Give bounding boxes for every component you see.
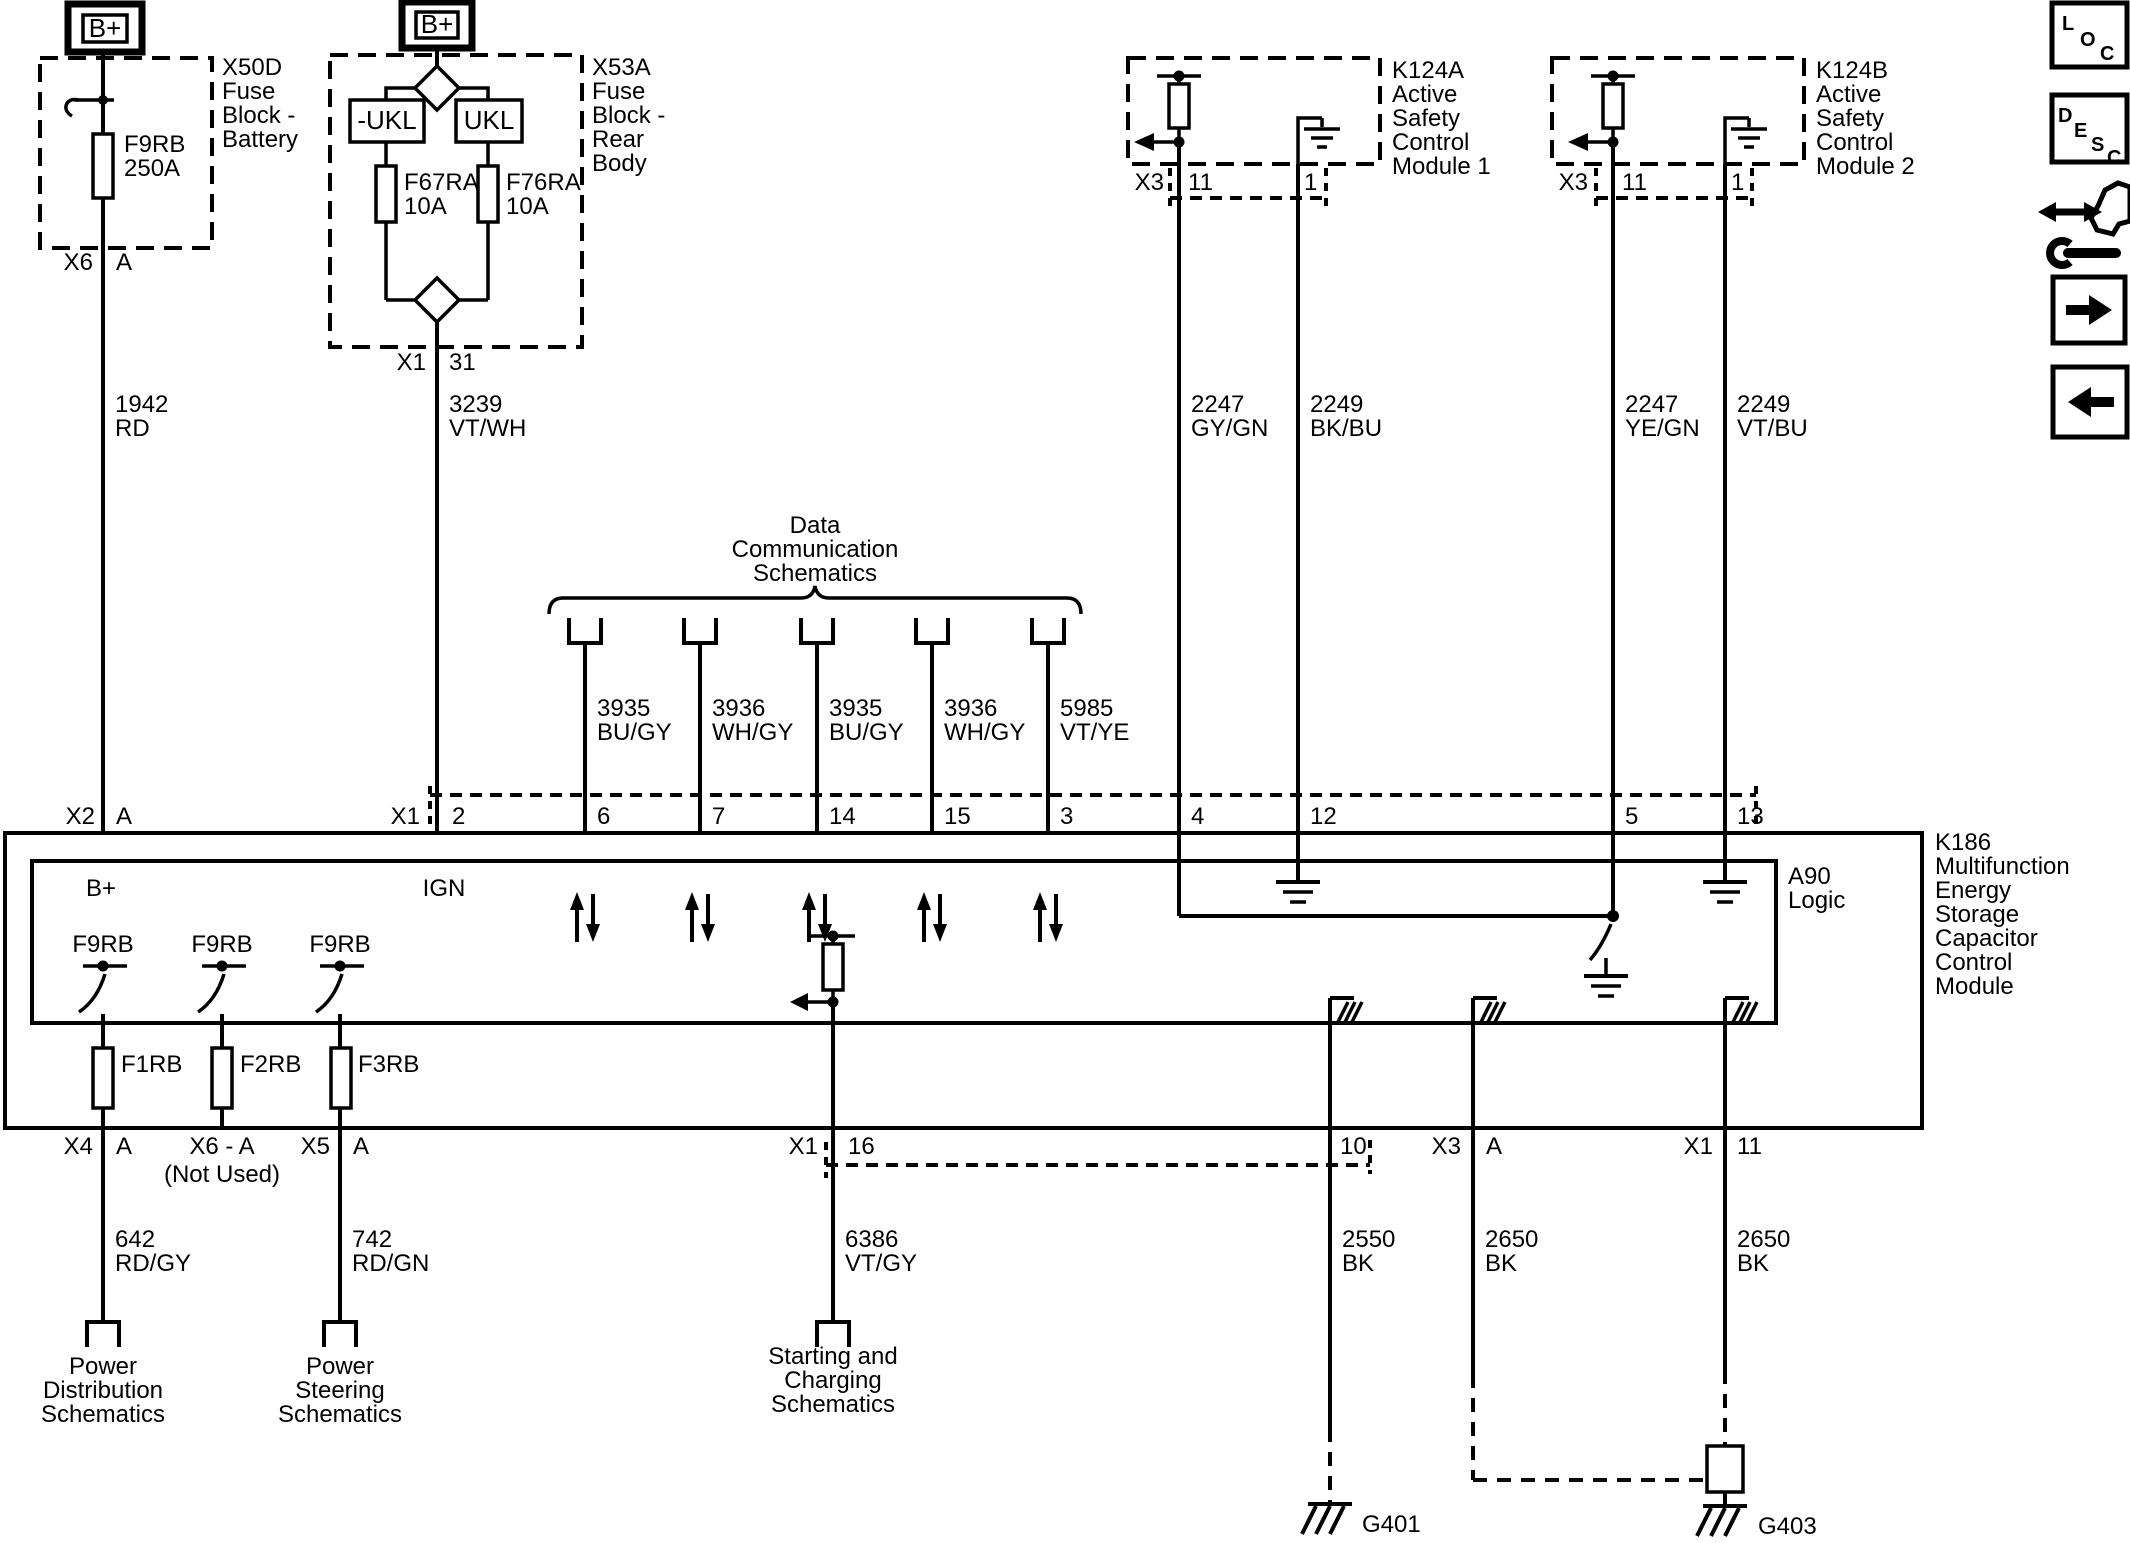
component-id: K124A xyxy=(1392,57,1465,84)
connector-id: X3 xyxy=(1558,169,1588,196)
wire-color: WH/GY xyxy=(712,719,794,746)
wire-color: RD xyxy=(115,415,150,442)
vehicle-wiring-icon[interactable] xyxy=(2038,183,2130,265)
loc-letter: L xyxy=(2062,13,2075,35)
switch-blade xyxy=(1590,924,1611,960)
resistor-symbol xyxy=(823,944,843,990)
circuit-number: 2249 xyxy=(1737,391,1791,418)
component-desc: Fuse xyxy=(592,78,646,105)
component-desc: Rear xyxy=(592,126,645,153)
net-ign: IGN xyxy=(422,875,466,902)
fuse-rating: 10A xyxy=(506,193,549,220)
fuse-f2rb xyxy=(212,1048,232,1108)
circuit-number: 3935 xyxy=(829,695,883,722)
component-desc: Control xyxy=(1392,129,1470,156)
circuit-number: 3936 xyxy=(712,695,766,722)
desc-letter: S xyxy=(2091,134,2105,156)
loc-button[interactable] xyxy=(2052,3,2127,67)
dest-label: Schematics xyxy=(770,1391,896,1418)
wire-color: YE/GN xyxy=(1625,415,1700,442)
fuse-name: F1RB xyxy=(121,1051,183,1078)
connector-id: X1 xyxy=(396,349,426,376)
component-desc: Capacitor xyxy=(1935,925,2038,952)
internal-switches xyxy=(72,931,370,1048)
ground-id: G403 xyxy=(1758,1513,1817,1538)
pin-id: 15 xyxy=(944,803,971,830)
pin-id: 11 xyxy=(1622,169,1647,196)
dest-label: Schematics xyxy=(40,1401,166,1428)
internal-fuses xyxy=(93,1048,419,1128)
connector-id: X4 xyxy=(63,1133,93,1160)
fuse-name: F3RB xyxy=(358,1051,420,1078)
group-title: Communication xyxy=(731,536,899,563)
ground-g401-icon xyxy=(1302,1504,1352,1534)
pin12-ground xyxy=(1276,833,1320,902)
pin-id: A xyxy=(1486,1133,1503,1160)
component-desc: Control xyxy=(1935,949,2013,976)
wire-color: RD/GN xyxy=(352,1250,430,1277)
clamp-symbol xyxy=(66,100,78,116)
switch-label: F9RB xyxy=(191,931,253,958)
loc-letter: C xyxy=(2100,43,2115,65)
pin-id: 12 xyxy=(1310,803,1337,830)
circuit-number: 2650 xyxy=(1737,1226,1791,1253)
dest-label: Power xyxy=(68,1353,138,1380)
component-desc: Block - xyxy=(222,102,296,129)
offpage-connector xyxy=(684,618,716,643)
circuit-number: 2247 xyxy=(1191,391,1245,418)
fuse-f76ra-10a xyxy=(478,166,498,222)
not-used-note: (Not Used) xyxy=(163,1161,281,1188)
component-id: K124B xyxy=(1816,57,1889,84)
updown-arrow-icon xyxy=(570,892,600,942)
fuse-name: F67RA xyxy=(404,169,479,196)
connector-id: X1 xyxy=(390,803,420,830)
next-button[interactable] xyxy=(2053,277,2125,343)
desc-letter: E xyxy=(2074,120,2088,142)
component-desc: Control xyxy=(1816,129,1894,156)
wire-color: VT/BU xyxy=(1737,415,1808,442)
wire-color: WH/GY xyxy=(944,719,1026,746)
earth-ground-icon xyxy=(1304,129,1340,147)
circuit-number: 2249 xyxy=(1310,391,1364,418)
wire-color: BU/GY xyxy=(829,719,904,746)
wire-color: BK/BU xyxy=(1310,415,1383,442)
pin-id: 3 xyxy=(1060,803,1074,830)
circuit-number: 2247 xyxy=(1625,391,1679,418)
left-arrow-icon xyxy=(1568,133,1588,151)
pin-id: 10 xyxy=(1340,1133,1367,1160)
pin-id: 11 xyxy=(1188,169,1213,196)
wire-color: BU/GY xyxy=(597,719,672,746)
connector-id: X1 xyxy=(1683,1133,1713,1160)
offpage-connector xyxy=(569,618,601,643)
connector-id: X3 xyxy=(1431,1133,1461,1160)
pin-id: 7 xyxy=(712,803,726,830)
updown-arrow-icon xyxy=(917,892,947,942)
wire-color: GY/GN xyxy=(1191,415,1269,442)
offpage-connector xyxy=(87,1322,119,1347)
net-b-plus: B+ xyxy=(85,875,117,902)
offpage-connector xyxy=(801,618,833,643)
desc-button[interactable] xyxy=(2052,95,2127,169)
resistor-symbol xyxy=(1603,84,1623,128)
wire-color: VT/GY xyxy=(845,1250,918,1277)
component-desc: Block - xyxy=(592,102,666,129)
left-arrow-icon xyxy=(790,993,808,1011)
pin-id: A xyxy=(353,1133,370,1160)
b-plus-label: B+ xyxy=(420,9,454,39)
pin-id: 11 xyxy=(1737,1133,1762,1160)
component-desc: Module 1 xyxy=(1392,153,1491,180)
relay-label: -UKL xyxy=(357,105,417,135)
circuit-number: 3936 xyxy=(944,695,998,722)
fuse-name: F76RA xyxy=(506,169,581,196)
connector-id: X3 xyxy=(1134,169,1164,196)
car-outline-icon xyxy=(2091,183,2130,234)
wire-color: VT/YE xyxy=(1060,719,1130,746)
component-desc: Safety xyxy=(1392,105,1461,132)
logic-id: A90 xyxy=(1788,863,1831,890)
pin-id: 4 xyxy=(1191,803,1205,830)
wire-color: VT/WH xyxy=(449,415,527,442)
component-id: K186 xyxy=(1935,829,1992,856)
pin-id: 31 xyxy=(449,349,476,376)
component-desc: Active xyxy=(1816,81,1882,108)
dest-label: Charging xyxy=(784,1367,882,1394)
circuit-number: 3935 xyxy=(597,695,651,722)
k124a-box xyxy=(1128,58,1380,164)
component-desc: Module 2 xyxy=(1816,153,1915,180)
pin-id: 1 xyxy=(1304,169,1318,196)
chassis-ground-icon xyxy=(1330,998,1362,1128)
k124a-module xyxy=(1128,57,1491,833)
dest-label: Schematics xyxy=(277,1401,403,1428)
circuit-number: 2650 xyxy=(1485,1226,1539,1253)
pin-id: 6 xyxy=(597,803,611,830)
switch-blade xyxy=(316,974,342,1012)
loc-letter: O xyxy=(2080,29,2096,51)
wire-color: BK xyxy=(1342,1250,1375,1277)
dest-label: Steering xyxy=(295,1377,385,1404)
pin-id: 14 xyxy=(829,803,856,830)
circuit-number: 2550 xyxy=(1342,1226,1396,1253)
nav-icons xyxy=(2038,3,2130,437)
component-desc: Storage xyxy=(1935,901,2020,928)
chassis-ground-icon xyxy=(1473,998,1505,1128)
dest-label: Starting and xyxy=(768,1343,898,1370)
circuit-number: 3239 xyxy=(449,391,503,418)
component-desc: Body xyxy=(592,150,647,177)
component-desc: Fuse xyxy=(222,78,276,105)
k124b-box xyxy=(1552,58,1804,164)
circuit-number: 6386 xyxy=(845,1226,899,1253)
b-plus-label: B+ xyxy=(88,13,122,43)
splice-diamond xyxy=(415,66,459,110)
wire-color: BK xyxy=(1737,1250,1770,1277)
earth-ground-icon xyxy=(1731,129,1767,147)
component-desc: Module xyxy=(1935,973,2014,1000)
chassis-hooks xyxy=(1330,998,1757,1128)
component-id: X53A xyxy=(592,54,651,81)
pin-id: 2 xyxy=(452,803,466,830)
resistor-symbol xyxy=(1169,84,1189,128)
pin-id: A xyxy=(116,1133,133,1160)
updown-arrow-icon xyxy=(685,892,715,942)
wire-color: RD/GY xyxy=(115,1250,192,1277)
wire-color: BK xyxy=(1485,1250,1518,1277)
circuit-number: 1942 xyxy=(115,391,169,418)
group-title: Schematics xyxy=(752,560,878,587)
connector-id: X1 xyxy=(788,1133,818,1160)
internal-ground-switch xyxy=(1179,833,1628,996)
left-arrow-icon xyxy=(1134,133,1154,151)
back-button[interactable] xyxy=(2053,367,2127,437)
a90-logic-box xyxy=(32,861,1776,1023)
component-desc: Active xyxy=(1392,81,1458,108)
switch-blade xyxy=(198,974,224,1012)
circuit-number: 642 xyxy=(115,1226,156,1253)
earth-ground-icon xyxy=(1703,882,1747,902)
component-desc: Multifunction xyxy=(1935,853,2070,880)
pin-id: A xyxy=(116,249,133,276)
bottom-section xyxy=(41,1128,1817,1538)
chassis-ground-icon xyxy=(1725,998,1757,1128)
pin-id: 13 xyxy=(1737,803,1764,830)
connector-id: X6 xyxy=(63,249,93,276)
updown-arrow-icon xyxy=(1033,892,1063,942)
fuse-name: F9RB xyxy=(124,131,186,158)
pin-id: 1 xyxy=(1731,169,1745,196)
component-desc: Energy xyxy=(1935,877,2012,904)
earth-ground-icon xyxy=(1276,882,1320,902)
k186-outer-box xyxy=(5,833,1922,1128)
earth-ground-icon xyxy=(1584,958,1628,996)
k124b-module xyxy=(1552,57,1915,833)
circuit-number: 742 xyxy=(352,1226,393,1253)
offpage-connector xyxy=(916,618,948,643)
junction-dot xyxy=(98,95,108,105)
fuse-f67ra-10a xyxy=(376,166,396,222)
connector-id: X6 - A xyxy=(189,1133,255,1160)
fuse-f9rb-250a xyxy=(93,134,113,198)
junction-dot xyxy=(1607,910,1619,922)
pin13-ground xyxy=(1703,833,1747,902)
fuse-f1rb xyxy=(93,1048,113,1108)
logic-desc: Logic xyxy=(1788,887,1846,914)
circuit-number: 5985 xyxy=(1060,695,1114,722)
component-desc: Safety xyxy=(1816,105,1885,132)
fuse-f3rb xyxy=(331,1048,351,1108)
switch-label: F9RB xyxy=(309,931,371,958)
ground-id: G401 xyxy=(1362,1511,1421,1538)
component-desc: Battery xyxy=(222,126,299,153)
splice-block xyxy=(1707,1446,1743,1492)
desc-letter: C xyxy=(2107,147,2122,169)
dest-label: Power xyxy=(305,1353,375,1380)
ground-g403-icon xyxy=(1697,1506,1747,1536)
offpage-connector xyxy=(1032,618,1064,643)
relay-label: UKL xyxy=(463,105,515,135)
pin-id: 16 xyxy=(848,1133,875,1160)
pin-id: 5 xyxy=(1625,803,1639,830)
offpage-connector xyxy=(324,1322,356,1347)
desc-letter: D xyxy=(2058,105,2073,127)
pin-id: A xyxy=(116,803,133,830)
connector-id: X5 xyxy=(300,1133,330,1160)
fuse-rating: 250A xyxy=(124,155,181,182)
switch-label: F9RB xyxy=(72,931,134,958)
fuse-rating: 10A xyxy=(404,193,447,220)
data-communication-group xyxy=(549,512,1129,833)
dest-label: Distribution xyxy=(42,1377,164,1404)
group-title: Data xyxy=(789,512,841,539)
battery-feed-1 xyxy=(40,4,298,833)
fuse-name: F2RB xyxy=(240,1051,302,1078)
brace xyxy=(549,586,1081,614)
connector-id: X2 xyxy=(65,803,95,830)
splice-diamond xyxy=(415,278,459,322)
component-id: X50D xyxy=(222,54,283,81)
switch-blade xyxy=(79,974,105,1012)
